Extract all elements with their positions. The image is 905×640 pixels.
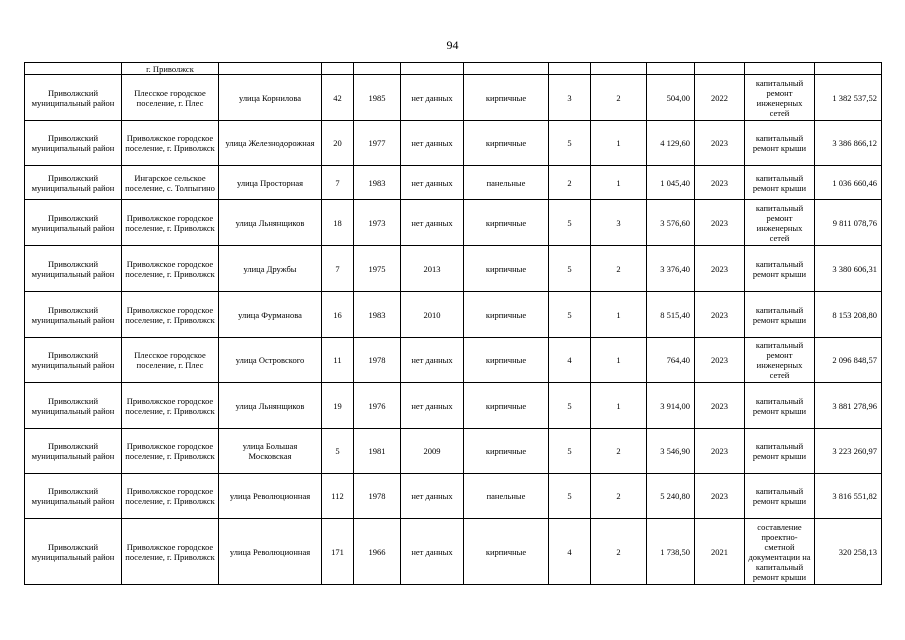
cell-last-repair: нет данных [401, 338, 464, 383]
cell-district: Приволжский муниципальный район [25, 383, 122, 429]
cell-entrances: 2 [591, 429, 647, 474]
cell-area: 3 376,40 [647, 246, 695, 292]
cell-last-repair: нет данных [401, 166, 464, 200]
cell-area: 1 738,50 [647, 519, 695, 585]
cell-year-built: 1983 [354, 166, 401, 200]
cell-floors: 5 [549, 292, 591, 338]
cell-cost: 3 816 551,82 [815, 474, 882, 519]
cell-settlement: Плесское городское поселение, г. Плес [122, 75, 219, 121]
cell-street: улица Льнянщиков [219, 383, 322, 429]
cell-entrances: 1 [591, 292, 647, 338]
cell-last-repair: нет данных [401, 75, 464, 121]
cell-last-repair: нет данных [401, 200, 464, 246]
cell-plan-year: 2023 [695, 474, 745, 519]
cell-settlement: Приволжское городское поселение, г. Приволжск [122, 246, 219, 292]
cell-wall-material: кирпичные [464, 121, 549, 166]
cell-house-number: 18 [322, 200, 354, 246]
cell-plan-year: 2023 [695, 121, 745, 166]
cell-house-number: 171 [322, 519, 354, 585]
cell-district: Приволжский муниципальный район [25, 75, 122, 121]
cell-settlement: Приволжское городское поселение, г. Приволжск [122, 200, 219, 246]
cell-cost: 2 096 848,57 [815, 338, 882, 383]
cell-house-number: 20 [322, 121, 354, 166]
cell-last-repair: нет данных [401, 474, 464, 519]
cell-district: Приволжский муниципальный район [25, 474, 122, 519]
cell-district: Приволжский муниципальный район [25, 246, 122, 292]
cell-cost: 1 382 537,52 [815, 75, 882, 121]
page-number: 94 [446, 38, 459, 52]
cell-house-number: 5 [322, 429, 354, 474]
cell-district: Приволжский муниципальный район [25, 121, 122, 166]
cell-house-number: 11 [322, 338, 354, 383]
cell-settlement: Приволжское городское поселение, г. Приволжск [122, 429, 219, 474]
table-row-continuation [25, 63, 882, 75]
cell-plan-year: 2023 [695, 383, 745, 429]
cell-floors: 5 [549, 383, 591, 429]
cell-last-repair: нет данных [401, 121, 464, 166]
cell-work-type: капитальный ремонт инженерных сетей [745, 200, 815, 246]
cell-year-built: 1981 [354, 429, 401, 474]
cell-floors: 2 [549, 166, 591, 200]
cell-floors: 4 [549, 519, 591, 585]
cell-settlement: Приволжское городское поселение, г. Приволжск [122, 292, 219, 338]
cell-house-number: 42 [322, 75, 354, 121]
cell-cost: 3 386 866,12 [815, 121, 882, 166]
cell-work-type: капитальный ремонт крыши [745, 292, 815, 338]
cell-cost: 9 811 078,76 [815, 200, 882, 246]
cell-cost: 3 881 278,96 [815, 383, 882, 429]
cell-floors: 5 [549, 246, 591, 292]
table-row [25, 121, 882, 166]
cell-street: улица Большая Московская [219, 429, 322, 474]
cell-cost: 8 153 208,80 [815, 292, 882, 338]
cell-entrances: 1 [591, 121, 647, 166]
cell-cost: 3 223 260,97 [815, 429, 882, 474]
cell-area: 1 045,40 [647, 166, 695, 200]
table-row [25, 429, 882, 474]
cell-area: 3 576,60 [647, 200, 695, 246]
cell-street: улица Просторная [219, 166, 322, 200]
cell-area: 4 129,60 [647, 121, 695, 166]
cell-settlement: Приволжское городское поселение, г. Приволжск [122, 383, 219, 429]
cell-entrances: 1 [591, 166, 647, 200]
cell-floors: 4 [549, 338, 591, 383]
cell-plan-year: 2023 [695, 200, 745, 246]
cell-house-number: 112 [322, 474, 354, 519]
cell-plan-year: 2023 [695, 338, 745, 383]
cell-area: 3 914,00 [647, 383, 695, 429]
cell-area: 764,40 [647, 338, 695, 383]
cell-work-type: капитальный ремонт крыши [745, 121, 815, 166]
cell-street: улица Фурманова [219, 292, 322, 338]
cell-year-built: 1985 [354, 75, 401, 121]
cell-work-type: капитальный ремонт крыши [745, 429, 815, 474]
cell-settlement: г. Приволжск [122, 63, 219, 75]
cell-wall-material: кирпичные [464, 246, 549, 292]
cell-district: Приволжский муниципальный район [25, 200, 122, 246]
cell-entrances: 2 [591, 75, 647, 121]
cell-floors: 5 [549, 429, 591, 474]
cell-last-repair: 2013 [401, 246, 464, 292]
cell-district: Приволжский муниципальный район [25, 429, 122, 474]
cell-district: Приволжский муниципальный район [25, 292, 122, 338]
cell-year-built: 1973 [354, 200, 401, 246]
cell-work-type: капитальный ремонт инженерных сетей [745, 75, 815, 121]
cell-district: Приволжский муниципальный район [25, 519, 122, 585]
table-row [25, 338, 882, 383]
cell-plan-year: 2023 [695, 429, 745, 474]
cell-street: улица Островского [219, 338, 322, 383]
cell-last-repair: нет данных [401, 519, 464, 585]
cell-work-type: капитальный ремонт инженерных сетей [745, 338, 815, 383]
table-row [25, 166, 882, 200]
table-row [25, 383, 882, 429]
cell-cost: 3 380 606,31 [815, 246, 882, 292]
cell-house-number: 7 [322, 166, 354, 200]
cell-work-type: капитальный ремонт крыши [745, 474, 815, 519]
cell-settlement: Приволжское городское поселение, г. Приволжск [122, 474, 219, 519]
cell-entrances: 1 [591, 383, 647, 429]
cell-year-built: 1966 [354, 519, 401, 585]
cell-street: улица Дружбы [219, 246, 322, 292]
cell-area: 504,00 [647, 75, 695, 121]
cell-settlement: Приволжское городское поселение, г. Приволжск [122, 519, 219, 585]
cell-entrances: 1 [591, 338, 647, 383]
cell-wall-material: кирпичные [464, 200, 549, 246]
cell-year-built: 1975 [354, 246, 401, 292]
table-row [25, 474, 882, 519]
table-row [25, 200, 882, 246]
cell-settlement: Приволжское городское поселение, г. Приволжск [122, 121, 219, 166]
cell-work-type: капитальный ремонт крыши [745, 383, 815, 429]
cell-wall-material: кирпичные [464, 519, 549, 585]
cell-area: 5 240,80 [647, 474, 695, 519]
cell-wall-material: кирпичные [464, 75, 549, 121]
cell-year-built: 1976 [354, 383, 401, 429]
cell-wall-material: кирпичные [464, 383, 549, 429]
cell-settlement: Ингарское сельское поселение, с. Толпыгино [122, 166, 219, 200]
cell-year-built: 1978 [354, 338, 401, 383]
cell-year-built: 1978 [354, 474, 401, 519]
cell-work-type: составление проектно-сметной документации на капитальный ремонт крыши [745, 519, 815, 585]
cell-street: улица Революционная [219, 519, 322, 585]
cell-plan-year: 2023 [695, 292, 745, 338]
cell-floors: 5 [549, 474, 591, 519]
cell-last-repair: нет данных [401, 383, 464, 429]
cell-wall-material: панельные [464, 474, 549, 519]
cell-entrances: 2 [591, 246, 647, 292]
cell-wall-material: панельные [464, 166, 549, 200]
cell-area: 3 546,90 [647, 429, 695, 474]
cell-floors: 5 [549, 121, 591, 166]
cell-plan-year: 2021 [695, 519, 745, 585]
cell-street: улица Железнодорожная [219, 121, 322, 166]
cell-entrances: 2 [591, 474, 647, 519]
cell-wall-material: кирпичные [464, 429, 549, 474]
cell-district: Приволжский муниципальный район [25, 338, 122, 383]
cell-street: улица Льнянщиков [219, 200, 322, 246]
cell-last-repair: 2009 [401, 429, 464, 474]
cell-floors: 5 [549, 200, 591, 246]
cell-work-type: капитальный ремонт крыши [745, 246, 815, 292]
cell-settlement: Плесское городское поселение, г. Плес [122, 338, 219, 383]
cell-last-repair: 2010 [401, 292, 464, 338]
cell-wall-material: кирпичные [464, 338, 549, 383]
cell-cost: 320 258,13 [815, 519, 882, 585]
table-row [25, 75, 882, 121]
table-row [25, 246, 882, 292]
cell-work-type: капитальный ремонт крыши [745, 166, 815, 200]
cell-year-built: 1977 [354, 121, 401, 166]
cell-house-number: 19 [322, 383, 354, 429]
cell-street: улица Революционная [219, 474, 322, 519]
cell-district: Приволжский муниципальный район [25, 166, 122, 200]
cell-area: 8 515,40 [647, 292, 695, 338]
cell-street: улица Корнилова [219, 75, 322, 121]
cell-plan-year: 2022 [695, 75, 745, 121]
cell-entrances: 2 [591, 519, 647, 585]
cell-floors: 3 [549, 75, 591, 121]
table-row [25, 292, 882, 338]
cell-house-number: 16 [322, 292, 354, 338]
table-row [25, 519, 882, 585]
cell-wall-material: кирпичные [464, 292, 549, 338]
cell-plan-year: 2023 [695, 166, 745, 200]
housing-registry-table [24, 62, 882, 585]
cell-plan-year: 2023 [695, 246, 745, 292]
cell-entrances: 3 [591, 200, 647, 246]
cell-year-built: 1983 [354, 292, 401, 338]
cell-cost: 1 036 660,46 [815, 166, 882, 200]
cell-house-number: 7 [322, 246, 354, 292]
